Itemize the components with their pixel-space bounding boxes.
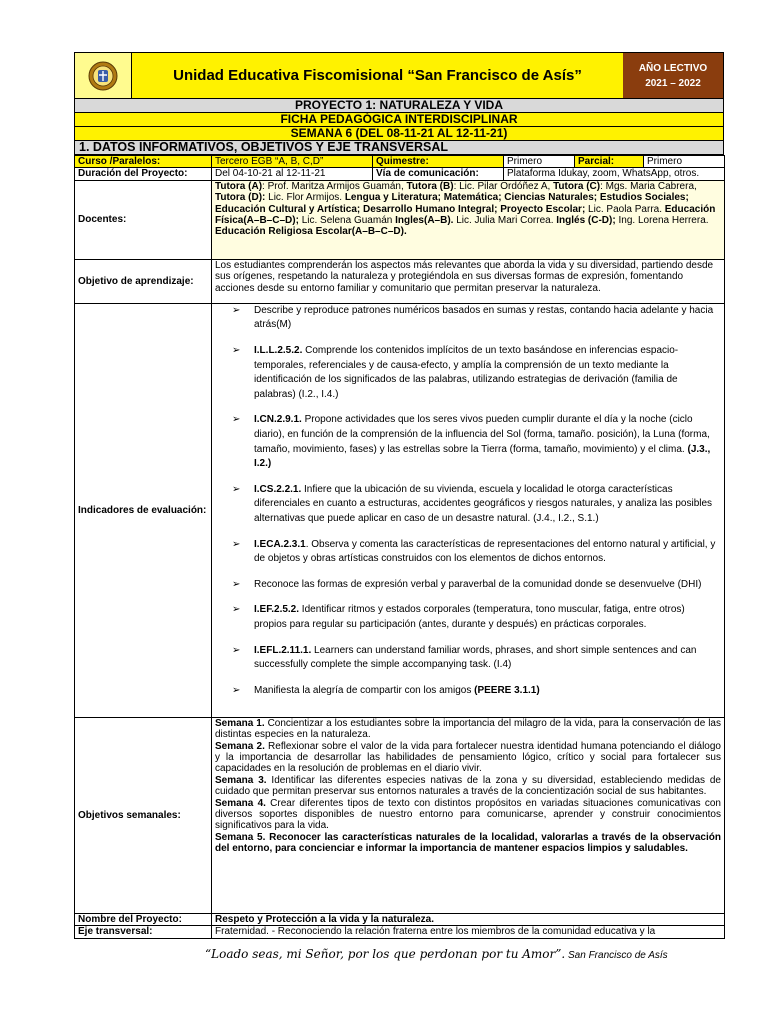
docentes-text: Lic. Paola Parra.	[585, 203, 665, 215]
signature: San Francisco de Asís	[565, 950, 668, 961]
weekly-run: Semana 3.	[215, 774, 267, 786]
arrow-bullet-icon: ➢	[232, 604, 241, 616]
docentes-text: Lic. Julia Mari Correa.	[453, 215, 557, 227]
table-row	[75, 180, 725, 259]
docentes-text: Tutora (D):	[215, 192, 266, 204]
eje-label: Eje transversal:	[75, 926, 212, 938]
arrow-bullet-icon: ➢	[232, 304, 241, 316]
docentes-text: Tutora (B)	[406, 180, 454, 192]
indicator-run: I.EF.2.5.2.	[254, 604, 300, 616]
indicator-run: I.CS.2.2.1.	[254, 483, 302, 495]
weekly-run: Semana 1.	[215, 717, 265, 729]
indicator-item	[232, 578, 720, 593]
weekly-run: Reflexionar sobre el valor de la vida para fortalecer nuestra identidad humana potenciando el diálogo y la importancia de desarrollar las habilidades de pensamiento lógico, crítico y social para fortalecer sus capacidades en la resolución de problemas en el diario vivir.	[215, 740, 721, 775]
indicator-run: I.L.L.2.5.2.	[254, 345, 303, 356]
docentes-text: Ing. Lorena Herrera.	[615, 215, 709, 227]
indicator-run: (PEERE 3.1.1)	[474, 684, 540, 696]
weekly-run: Semana 4.	[215, 797, 266, 809]
section-title: 1. DATOS INFORMATIVOS, OBJETIVOS Y EJE TRANSVERSAL	[74, 141, 724, 155]
docentes-text: Inglés (C-D);	[556, 215, 616, 227]
weekly-objective	[215, 798, 721, 832]
table-row	[75, 913, 725, 925]
via-value: Plataforma Idukay, zoom, WhatsApp, otros.	[504, 168, 725, 180]
docentes-label: Docentes:	[75, 180, 212, 259]
indicator-run: Propone actividades que los seres vivos pueden cumplir durante el día y la noche (ciclo diario), en función de la comprensión de la influencia del Sol (forma, tamaño. posición), la Luna (forma, tamaño, movimiento, fases) y las estrellas sobre la Tierra (forma, tamaño, movimiento) y el clima.	[254, 414, 710, 455]
school-title: Unidad Educativa Fiscomisional “San Francisco de Asís”	[132, 53, 623, 98]
year-label: AÑO LECTIVO	[638, 62, 708, 74]
year-value: 2021 – 2022	[645, 77, 701, 89]
docentes-text: Lic. Flor Armijos.	[265, 192, 345, 204]
docentes-text: Ingles(A–B).	[395, 215, 454, 227]
indicator-item	[232, 603, 720, 632]
indicator-item	[232, 684, 720, 699]
duracion-value: Del 04-10-21 al 12-11-21	[212, 168, 373, 180]
weekly-run: Crear diferentes tipos de texto con distintos propósitos en variadas situaciones comunicativas con diversos soportes disponibles de nuestro entorno para comunicarse, aprender y construir conocimientos significativos para la vida.	[215, 797, 721, 832]
arrow-bullet-icon: ➢	[232, 483, 241, 495]
docentes-text: : Prof. Maritza Armijos Guamán,	[262, 180, 407, 192]
indicator-text	[236, 684, 720, 699]
indicator-item	[232, 483, 720, 527]
nombre-value: Respeto y Protección a la vida y la naturaleza.	[212, 913, 725, 925]
docentes-text: Tutora (C)	[553, 180, 601, 192]
indicator-run: Learners can understand familiar words, phrases, and short simple sentences and can successfully complete the simple accompanying task. (I.4)	[254, 644, 697, 671]
indicator-item	[232, 304, 720, 333]
parcial-value: Primero	[644, 156, 725, 168]
indicator-run: I.CN.2.9.1.	[254, 414, 302, 426]
indicator-run: (J.3., I.2.)	[254, 443, 711, 470]
docentes-value	[212, 180, 725, 259]
via-label: Vía de comunicación:	[373, 168, 504, 180]
indicadores-label: Indicadores de evaluación:	[75, 303, 212, 717]
ficha-band: FICHA PEDAGÓGICA INTERDISCIPLINAR	[74, 113, 724, 127]
table-row	[75, 926, 725, 938]
curso-value: Tercero EGB “A, B, C,D”	[212, 156, 373, 168]
datos-table	[74, 155, 725, 939]
indicator-run: Describe y reproduce patrones numéricos basados en sumas y restas, contando hacia adelante y hacia atrás(M)	[254, 304, 714, 331]
quote-text: “Loado seas, mi Señor, por los que perdonan por tu Amor”.	[205, 947, 566, 961]
indicator-item	[232, 644, 720, 673]
indicator-run: Manifiesta la alegría de compartir con los amigos	[254, 684, 475, 696]
arrow-bullet-icon: ➢	[232, 538, 241, 550]
indicator-text	[236, 644, 720, 673]
weekly-objective	[215, 832, 721, 855]
indicator-run: . Observa y comenta las características de representaciones del entorno natural y artificial, y de objetos y obras artísticas construidos con los elementos de dichos entornos.	[254, 538, 716, 565]
docentes-text: Lengua y Literatura; Matemática; Ciencias Naturales; Estudios Sociales; Educación Cultural y Artística; Desarrollo Humano Integral; Proyecto Escolar;	[215, 192, 689, 215]
arrow-bullet-icon: ➢	[232, 578, 241, 590]
indicator-run: Reconoce las formas de expresión verbal y paraverbal de la comunidad donde se desenvuelve (DHI)	[254, 578, 702, 590]
indicator-run: Infiere que la ubicación de su vivienda, escuela y localidad le otorga características diferenciales en cuanto a estructuras, accidentes geográficos y riesgos naturales, y analiza las posibles alternativas que puede aplicar en caso de un desastre natural. (J.4., I.2., S.1.)	[254, 483, 713, 524]
weekly-objective	[215, 741, 721, 775]
weekly-run: Concientizar a los estudiantes sobre la importancia del milagro de la vida, para la conservación de las distintas especies en la naturaleza.	[215, 717, 721, 741]
quimestre-value: Primero	[504, 156, 575, 168]
objetivo-label: Objetivo de aprendizaje:	[75, 259, 212, 303]
quimestre-label: Quimestre:	[373, 156, 504, 168]
indicadores-list	[212, 303, 725, 717]
docentes-text: Tutora (A)	[215, 180, 263, 192]
docentes-text: : Lic. Pilar Ordóñez A,	[453, 180, 554, 192]
indicator-item	[232, 413, 720, 471]
indicator-run: Identificar ritmos y estados corporales (temperatura, tono muscular, fatiga, entre otros) propios para regular su participación (antes, durante y después) en prácticas corporales.	[254, 604, 685, 630]
crest-icon	[88, 61, 118, 91]
weekly-objective	[215, 718, 721, 741]
arrow-bullet-icon: ➢	[232, 345, 241, 356]
docentes-text: Educación Física(A–B–C–D);	[215, 203, 716, 227]
arrow-bullet-icon: ➢	[232, 644, 241, 656]
indicator-text	[236, 603, 720, 632]
table-row	[75, 717, 725, 913]
parcial-label: Parcial:	[575, 156, 644, 168]
arrow-bullet-icon: ➢	[232, 414, 241, 426]
school-logo	[75, 53, 132, 98]
school-year-box	[623, 53, 723, 98]
indicator-text	[236, 483, 720, 527]
table-row	[75, 303, 725, 717]
indicator-item	[232, 538, 720, 567]
nombre-label: Nombre del Proyecto:	[75, 913, 212, 925]
weekly-run: Identificar las diferentes especies nativas de la zona y su diversidad, estableciendo medidas de cuidado que permitan preservar sus entornos naturales a través de la concientización social de sus habitantes.	[215, 774, 721, 798]
table-row	[75, 156, 725, 168]
indicator-run: Comprende los contenidos implícitos de un texto basándose en inferencias espacio-temporales, referenciales y de causa-efecto, y amplía la comprensión de un texto mediante la identificación de los significados de las palabras, utilizando estrategias de derivación (familia de palabras) (I.2., I.4.)	[254, 345, 679, 400]
header	[74, 52, 724, 99]
table-row	[75, 168, 725, 180]
semanales-list	[212, 717, 725, 913]
indicator-run: I.EFL.2.11.1.	[254, 644, 312, 656]
weekly-run: Semana 2.	[215, 740, 265, 752]
weekly-objective	[215, 775, 721, 798]
footer-quote	[205, 947, 668, 961]
indicator-text	[236, 578, 720, 593]
docentes-text: Educación Religiosa Escolar(A–B–C–D).	[215, 226, 407, 238]
indicator-text	[236, 538, 720, 567]
eje-value: Fraternidad. - Reconociendo la relación fraterna entre los miembros de la comunidad educativa y la	[212, 926, 725, 938]
docentes-text: : Mgs. Maria Cabrera,	[600, 180, 697, 192]
indicator-run: I.ECA.2.3.1	[254, 538, 306, 550]
weekly-run: Semana 5. Reconocer las características naturales de la localidad, valorarlas a través de la observación del entorno, para concienciar e informar la importancia de mantener espacios limpios y saludables.	[215, 831, 721, 855]
docentes-text: Lic. Selena Guamán	[298, 215, 396, 227]
project-band: PROYECTO 1: NATURALEZA Y VIDA	[74, 99, 724, 113]
duracion-label: Duración del Proyecto:	[75, 168, 212, 180]
semana-band: SEMANA 6 (DEL 08-11-21 AL 12-11-21)	[74, 127, 724, 141]
semanales-label: Objetivos semanales:	[75, 717, 212, 913]
indicator-text	[236, 413, 720, 471]
objetivo-value: Los estudiantes comprenderán los aspectos más relevantes que aborda la vida y su diversidad, partiendo desde sus orígenes, respetando la naturaleza y protegiéndola en sus diversas formas de expresión, fomentando acciones desde su entorno familiar y comunitario que permitan preservar la naturaleza.	[212, 259, 725, 303]
indicator-text	[236, 304, 720, 333]
arrow-bullet-icon: ➢	[232, 684, 241, 696]
table-row	[75, 259, 725, 303]
curso-label: Curso /Paralelos:	[75, 156, 212, 168]
indicator-text	[236, 344, 720, 402]
indicator-item	[232, 344, 720, 402]
ficha-page	[74, 52, 724, 939]
